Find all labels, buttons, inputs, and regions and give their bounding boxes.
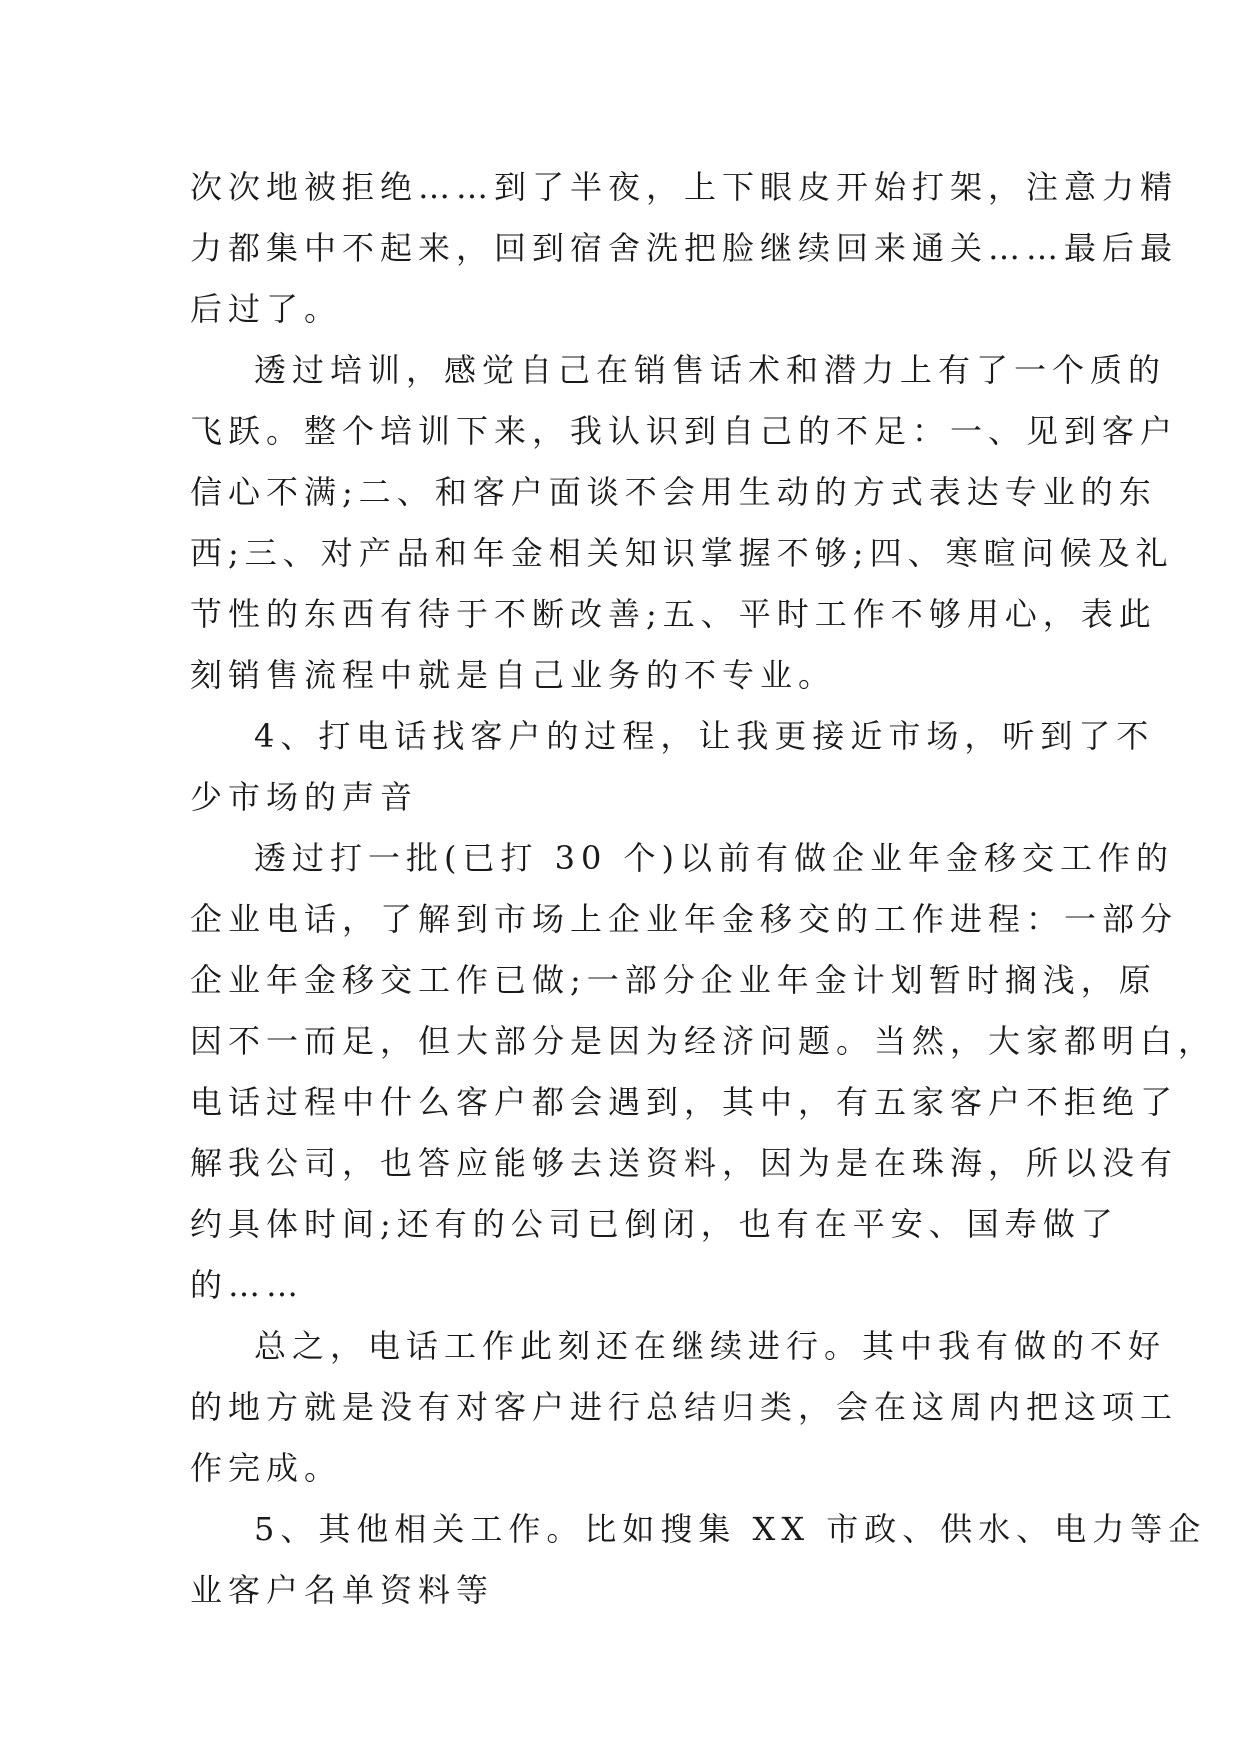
text-line: 的……: [190, 1266, 305, 1304]
text-line: 约具体时间;还有的公司已倒闭，也有在平安、国寿做了: [190, 1205, 1119, 1243]
text-line: 业客户名单资料等: [190, 1571, 495, 1609]
paragraph-3: [190, 706, 1155, 828]
text-line: 力都集中不起来，回到宿舍洗把脸继续回来通关……最后最: [190, 229, 1179, 267]
text-line: 西;三、对产品和年金相关知识掌握不够;四、寒暄问候及礼: [190, 534, 1174, 572]
paragraph-4: [190, 828, 1217, 1316]
text-line: 透过打一批(已打 30 个)以前有做企业年金移交工作的: [254, 839, 1175, 877]
text-line: 透过培训，感觉自己在销售话术和潜力上有了一个质的: [254, 351, 1167, 389]
text-line: 电话过程中什么客户都会遇到，其中，有五家客户不拒绝了: [190, 1083, 1179, 1121]
text-line: 后过了。: [190, 290, 343, 328]
paragraph-1: [190, 157, 1179, 340]
text-line: 4、打电话找客户的过程，让我更接近市场，听到了不: [254, 717, 1155, 755]
text-line: 刻销售流程中就是自己业务的不专业。: [190, 656, 837, 694]
document-body: [190, 157, 1217, 1621]
text-line: 节性的东西有待于不断改善;五、平时工作不够用心，表此: [190, 595, 1157, 633]
text-line: 企业电话，了解到市场上企业年金移交的工作进程：一部分: [190, 900, 1179, 938]
text-line: 信心不满;二、和客户面谈不会用生动的方式表达专业的东: [190, 473, 1157, 511]
paragraph-5: [190, 1316, 1179, 1499]
paragraph-6: [190, 1499, 1207, 1621]
text-line: 解我公司，也答应能够去送资料，因为是在珠海，所以没有: [190, 1144, 1179, 1182]
text-line: 因不一而足，但大部分是因为经济问题。当然，大家都明白，: [190, 1022, 1217, 1060]
text-line: 少市场的声音: [190, 778, 419, 816]
text-line: 飞跃。整个培训下来，我认识到自己的不足：一、见到客户: [190, 412, 1179, 450]
text-line: 作完成。: [190, 1449, 343, 1487]
paragraph-2: [190, 340, 1179, 706]
text-line: 总之，电话工作此刻还在继续进行。其中我有做的不好: [254, 1327, 1167, 1365]
text-line: 企业年金移交工作已做;一部分企业年金计划暂时搁浅，原: [190, 961, 1157, 999]
text-line: 5、其他相关工作。比如搜集 XX 市政、供水、电力等企: [254, 1510, 1207, 1548]
text-line: 的地方就是没有对客户进行总结归类，会在这周内把这项工: [190, 1388, 1179, 1426]
text-line: 次次地被拒绝……到了半夜，上下眼皮开始打架，注意力精: [190, 168, 1179, 206]
